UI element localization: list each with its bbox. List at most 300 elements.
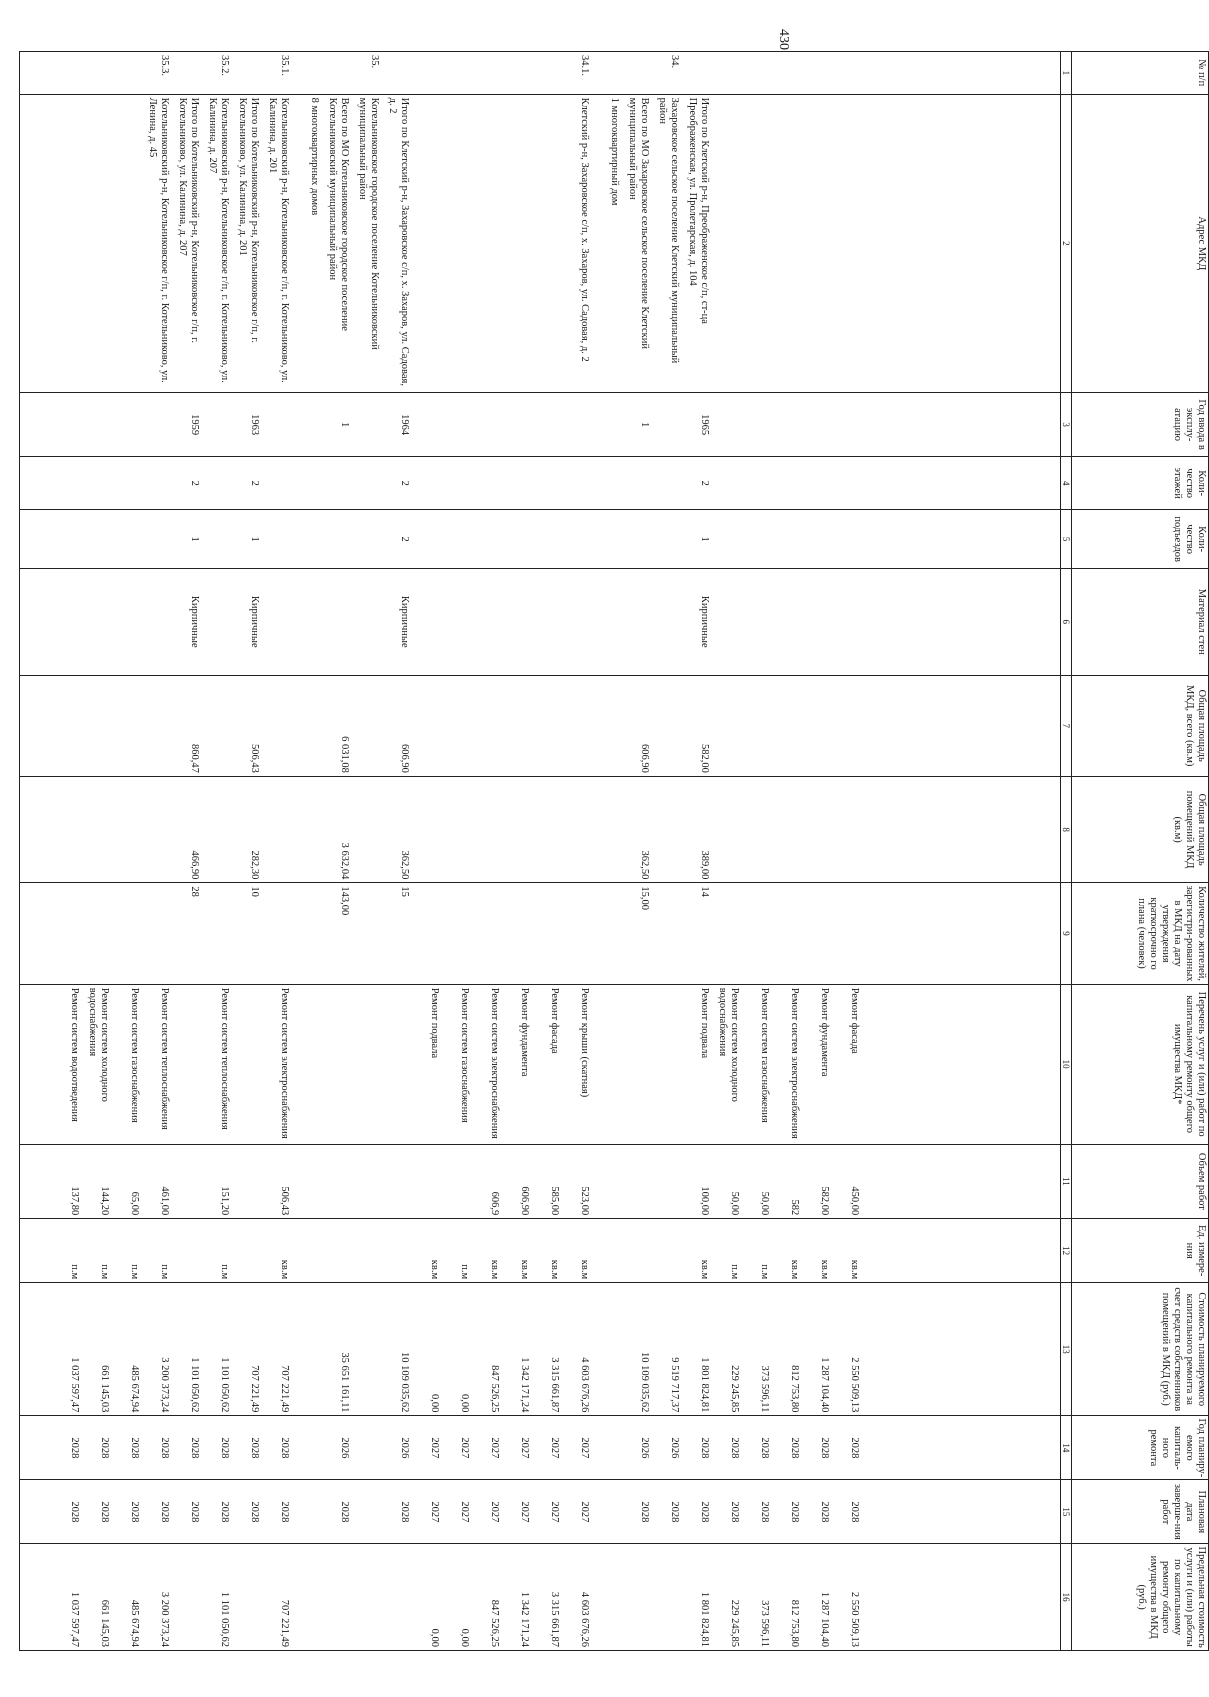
cell-line (770, 393, 800, 456)
cell-line: 707 221,49 (279, 1599, 290, 1647)
cell-line (740, 777, 770, 883)
cell-line: п.м (69, 1264, 80, 1280)
cell-line (830, 52, 860, 94)
cell-line: кв.м (279, 1259, 290, 1280)
cell-line (320, 457, 350, 509)
cell-line: 3 200 373,24 (159, 1591, 170, 1647)
cell-line: 2028 (249, 1437, 260, 1459)
cell-line (410, 569, 440, 675)
cell-line (800, 95, 830, 392)
cell-line (20, 95, 50, 392)
cell-line: 2028 (699, 1437, 710, 1459)
cell-line: 1 037 597,47 (69, 1591, 80, 1647)
cell-line (650, 457, 680, 509)
cell-line: 2028 (279, 1501, 290, 1523)
cell-line (410, 676, 440, 776)
cell-line (770, 510, 800, 568)
column-number: 7 (1061, 675, 1072, 776)
cell-line (770, 777, 800, 883)
cell-line (710, 883, 740, 983)
cell-line: 0,00 (459, 1628, 470, 1647)
cell-line (410, 777, 440, 883)
cell-line: Ремонт систем холодного водоснабжения (717, 987, 740, 1102)
table-cell (20, 1480, 1061, 1544)
cell-line (140, 883, 170, 983)
cell-line (650, 569, 680, 675)
cell-line (140, 510, 170, 568)
cell-line: 137,80 (69, 1186, 80, 1216)
cell-line (230, 1544, 260, 1650)
cell-line: 28 (189, 886, 200, 897)
cell-line (530, 393, 560, 456)
cell-line: 2026 (399, 1437, 410, 1459)
cell-line (530, 52, 560, 94)
cell-line (410, 1145, 440, 1219)
cell-line: 2 (699, 480, 710, 486)
cell-line: 860,47 (189, 743, 200, 773)
cell-line (20, 1544, 50, 1650)
cell-line (350, 1544, 380, 1650)
cell-line: кв.м (429, 1259, 440, 1280)
cell-line (20, 676, 50, 776)
cell-line: 506,43 (279, 1186, 290, 1216)
cell-line: 847 526,25 (489, 1365, 500, 1413)
cell-line (590, 1145, 620, 1219)
cell-line: Котельниковский р-н, Котельниковское г/п, г. Котельниково, ул. Калинина, д. 201 (267, 97, 290, 383)
cell-line (830, 676, 860, 776)
column-number: 13 (1061, 1283, 1072, 1416)
cell-line (470, 510, 500, 568)
cell-line: 2 (399, 480, 410, 486)
cell-line (470, 883, 500, 983)
cell-line (50, 95, 80, 392)
cell-line (260, 883, 290, 983)
cell-line: 606,90 (639, 743, 650, 773)
cell-line (110, 569, 140, 675)
cell-line: 2027 (579, 1501, 590, 1523)
rotated-page (69, 29, 1209, 1651)
cell-line: 15 (399, 886, 410, 897)
cell-line (320, 1145, 350, 1219)
cell-line: 847 526,25 (489, 1599, 500, 1647)
cell-line: Итого по Клетский р-н, Преображенское с/п, ст-ца Преображенская, ул. Пролетарская, д. 104 (687, 97, 710, 324)
cell-line (260, 569, 290, 675)
cell-line (800, 676, 830, 776)
cell-line (290, 457, 320, 509)
cell-line (170, 1145, 200, 1219)
cell-line (740, 95, 770, 392)
table-cell (20, 1219, 1061, 1283)
cell-line (20, 457, 50, 509)
cell-line (650, 1219, 680, 1282)
cell-line (650, 393, 680, 456)
cell-line: 707 221,49 (249, 1365, 260, 1413)
cell-line (590, 1283, 620, 1415)
cell-line: Котельниковский р-н, Котельниковское г/п, г. Котельниково, ул. Ленина, д. 45 (147, 97, 170, 383)
cell-line: 362,50 (639, 850, 650, 880)
cell-line (50, 569, 80, 675)
cell-line (800, 569, 830, 675)
cell-line (290, 985, 320, 1144)
cell-line (770, 95, 800, 392)
cell-line: 2027 (519, 1437, 530, 1459)
header-cell: Предельная стоимость услуги и (или) работы по капитальному ремонту общего имущества в МКД (руб.) (1072, 1544, 1209, 1651)
cell-line (590, 1416, 620, 1479)
cell-line (20, 1480, 50, 1543)
cell-line: 2027 (459, 1501, 470, 1523)
cell-line (500, 457, 530, 509)
cell-line (590, 985, 620, 1144)
cell-line: 1 037 597,47 (69, 1357, 80, 1413)
cell-line (650, 985, 680, 1144)
cell-line: 466,90 (189, 850, 200, 880)
cell-line (800, 510, 830, 568)
cell-line (80, 95, 110, 392)
cell-line: 2028 (189, 1437, 200, 1459)
header-cell: Общая площадь МКД, всего (кв.м) (1072, 675, 1209, 776)
cell-line: 1959 (189, 414, 200, 436)
cell-line (110, 676, 140, 776)
cell-line: 2028 (129, 1437, 140, 1459)
cell-line (110, 883, 140, 983)
cell-line (440, 883, 470, 983)
cell-line (530, 777, 560, 883)
cell-line (590, 510, 620, 568)
cell-line: 8 многоквартирных домов (309, 97, 320, 216)
cell-line (830, 457, 860, 509)
cell-line (80, 569, 110, 675)
cell-line: Захаровское сельское поселение Клетский муниципальный район (657, 97, 680, 364)
cell-line: 2026 (639, 1437, 650, 1459)
table-cell (20, 393, 1061, 457)
cell-line (140, 457, 170, 509)
cell-line: 506,43 (249, 743, 260, 773)
cell-line (650, 1544, 680, 1650)
cell-line (830, 569, 860, 675)
cell-line: 523,00 (579, 1186, 590, 1216)
cell-line: 10 (249, 886, 260, 897)
cell-line (170, 52, 200, 94)
cell-line (110, 510, 140, 568)
cell-line (440, 777, 470, 883)
cell-line: 151,20 (219, 1186, 230, 1216)
cell-line (140, 569, 170, 675)
cell-line (650, 1145, 680, 1219)
cell-line: Котельниковское городское поселение Котельниковский муниципальный район (357, 97, 380, 350)
cell-line: кв.м (489, 1259, 500, 1280)
cell-line (650, 510, 680, 568)
cell-line: 0,00 (429, 1394, 440, 1413)
cell-line (410, 52, 440, 94)
cell-line: 661 145,03 (99, 1599, 110, 1647)
cell-line (710, 393, 740, 456)
cell-line: 34. (669, 55, 680, 69)
column-number-row (1061, 52, 1072, 1651)
cell-line (200, 569, 230, 675)
cell-line: 362,50 (399, 850, 410, 880)
cell-line: п.м (159, 1264, 170, 1280)
cell-line (290, 1416, 320, 1479)
cell-line (320, 510, 350, 568)
cell-line (20, 52, 50, 94)
cell-line: 2026 (339, 1437, 350, 1459)
cell-line (110, 457, 140, 509)
cell-line: 2026 (669, 1437, 680, 1459)
cell-line (710, 676, 740, 776)
cell-line (440, 393, 470, 456)
cell-line: 582,00 (699, 743, 710, 773)
cell-line: 1 (249, 536, 260, 542)
cell-line: 282,30 (249, 850, 260, 880)
cell-line (110, 777, 140, 883)
cell-line: Ремонт фасада (549, 987, 560, 1054)
cell-line (260, 393, 290, 456)
cell-line (20, 1219, 50, 1282)
table-cell (20, 675, 1061, 776)
header-cell: Количество жителей, зарегистри-рованных в МКД на дату утверждения краткосрочно го плана (человек) (1072, 883, 1209, 984)
cell-line (350, 569, 380, 675)
cell-line: Котельниковский р-н, Котельниковское г/п, г. Котельниково, ул. Калинина, д. 207 (207, 97, 230, 383)
cell-line: 2028 (819, 1437, 830, 1459)
cell-line: 1964 (399, 414, 410, 436)
cell-line: 2028 (699, 1501, 710, 1523)
cell-line (710, 457, 740, 509)
cell-line (470, 52, 500, 94)
cell-line: Ремонт систем электроснабжения (489, 987, 500, 1139)
cell-line (740, 393, 770, 456)
cell-line (200, 676, 230, 776)
cell-line (410, 510, 440, 568)
cell-line (290, 1145, 320, 1219)
cell-line: 2028 (729, 1437, 740, 1459)
column-number: 14 (1061, 1416, 1072, 1480)
cell-line (290, 52, 320, 94)
cell-line: 15,00 (639, 886, 650, 911)
header-cell: Коли-чество подъездов (1072, 510, 1209, 569)
cell-line (320, 52, 350, 94)
cell-line (320, 1544, 350, 1650)
cell-line: 35.3. (159, 55, 170, 76)
cell-line (140, 777, 170, 883)
cell-line: кв.м (519, 1259, 530, 1280)
cell-line: 143,00 (339, 886, 350, 916)
cell-line (500, 52, 530, 94)
cell-line (50, 883, 80, 983)
cell-line (620, 1145, 650, 1219)
cell-line: 14 (699, 886, 710, 897)
cell-line (290, 569, 320, 675)
cell-line: 2028 (759, 1501, 770, 1523)
cell-line: кв.м (699, 1259, 710, 1280)
cell-line (830, 510, 860, 568)
cell-line: п.м (219, 1264, 230, 1280)
cell-line: 2028 (99, 1501, 110, 1523)
cell-line: Итого по Котельниковский р-н, Котельниковское г/п, г. Котельниково, ул. Калинина, д. 201 (237, 97, 260, 343)
header-cell: Стоимость планируемого капитального ремонта за счет средств собственников помещений в МКД (руб.) (1072, 1283, 1209, 1416)
cell-line: 1963 (249, 414, 260, 436)
cell-line (620, 52, 650, 94)
table-cell (20, 94, 1061, 392)
cell-line (650, 777, 680, 883)
cell-line: 1 (189, 536, 200, 542)
cell-line (500, 777, 530, 883)
cell-line: 389,00 (699, 850, 710, 880)
cell-line (80, 52, 110, 94)
cell-line (530, 95, 560, 392)
column-number: 8 (1061, 776, 1072, 883)
cell-line (410, 393, 440, 456)
cell-line: 2027 (549, 1437, 560, 1459)
cell-line (440, 676, 470, 776)
cell-line: Кирпичные (249, 595, 260, 648)
cell-line (500, 883, 530, 983)
cell-line (740, 52, 770, 94)
cell-line (830, 777, 860, 883)
cell-line: 2028 (189, 1501, 200, 1523)
cell-line (290, 883, 320, 983)
cell-line: 1 (639, 421, 650, 428)
cell-line (410, 883, 440, 983)
cell-line: 2028 (819, 1501, 830, 1523)
cell-line (230, 985, 260, 1144)
cell-line (20, 569, 50, 675)
cell-line (380, 1544, 410, 1650)
cell-line: 3 200 373,24 (159, 1357, 170, 1413)
cell-line: Ремонт фундамента (519, 987, 530, 1077)
cell-line (590, 676, 620, 776)
cell-line (620, 569, 650, 675)
cell-line (470, 777, 500, 883)
cell-line (80, 777, 110, 883)
cell-line (440, 1145, 470, 1219)
cell-line: 50,00 (729, 1191, 740, 1216)
cell-line: 812 753,80 (789, 1365, 800, 1413)
cell-line (290, 1219, 320, 1282)
cell-line: кв.м (789, 1259, 800, 1280)
cell-line (20, 393, 50, 456)
cell-line: 2028 (639, 1501, 650, 1523)
cell-line: 35 651 161,11 (339, 1352, 350, 1413)
cell-line: Ремонт подвала (429, 987, 440, 1059)
cell-line (560, 393, 590, 456)
cell-line (200, 510, 230, 568)
header-cell: Перечень услуг и (или) работ по капитальному ремонту общего имущества МКД* (1072, 984, 1209, 1144)
cell-line: 3 315 661,87 (549, 1357, 560, 1413)
cell-line: кв.м (579, 1259, 590, 1280)
cell-line (410, 95, 440, 392)
column-number: 5 (1061, 510, 1072, 569)
header-cell: Общая площадь помещений МКД (кв.м) (1072, 776, 1209, 883)
cell-line: 229 245,85 (729, 1599, 740, 1647)
cell-line (110, 95, 140, 392)
cell-line: 1 801 824,81 (699, 1591, 710, 1647)
cell-line (590, 393, 620, 456)
cell-line (320, 1219, 350, 1282)
cell-line (620, 1544, 650, 1650)
cell-line (200, 883, 230, 983)
cell-line: 606,90 (519, 1186, 530, 1216)
cell-line (590, 1219, 620, 1282)
cell-line: 1 287 104,40 (819, 1357, 830, 1413)
cell-line (140, 393, 170, 456)
cell-line (110, 52, 140, 94)
cell-line: 2027 (519, 1501, 530, 1523)
cell-line (290, 393, 320, 456)
cell-line: 2028 (69, 1437, 80, 1459)
cell-line: 2028 (219, 1437, 230, 1459)
column-number: 12 (1061, 1219, 1072, 1283)
cell-line: 2028 (849, 1501, 860, 1523)
cell-line (380, 1219, 410, 1282)
cell-line: 661 145,03 (99, 1365, 110, 1413)
cell-line: 585,00 (549, 1186, 560, 1216)
cell-line (350, 985, 380, 1144)
table-cell (20, 510, 1061, 569)
cell-line (20, 510, 50, 568)
cell-line (80, 510, 110, 568)
cell-line (590, 1544, 620, 1650)
cell-line (350, 1145, 380, 1219)
cell-line (170, 985, 200, 1144)
cell-line: 2028 (69, 1501, 80, 1523)
cell-line: 0,00 (459, 1394, 470, 1413)
cell-line (800, 457, 830, 509)
cell-line (50, 777, 80, 883)
cell-line (470, 95, 500, 392)
cell-line (350, 676, 380, 776)
cell-line (320, 569, 350, 675)
cell-line (80, 676, 110, 776)
cell-line (530, 510, 560, 568)
cell-line (200, 777, 230, 883)
cell-line: 1 287 104,40 (819, 1591, 830, 1647)
cell-line: Ремонт фасада (849, 987, 860, 1054)
cell-line: 606,90 (399, 743, 410, 773)
cell-line (500, 510, 530, 568)
cell-line (50, 393, 80, 456)
cell-line (230, 52, 260, 94)
cell-line (590, 883, 620, 983)
cell-line: Ремонт фундамента (819, 987, 830, 1077)
cell-line (350, 457, 380, 509)
cell-line (770, 676, 800, 776)
header-row (1072, 52, 1209, 1651)
cell-line (110, 393, 140, 456)
cell-line: 1 (699, 536, 710, 542)
cell-line (770, 569, 800, 675)
cell-line: 229 245,85 (729, 1365, 740, 1413)
cell-line (170, 1544, 200, 1650)
cell-line (470, 569, 500, 675)
cell-line: Ремонт систем газоснабжения (759, 987, 770, 1123)
cell-line (20, 1145, 50, 1219)
cell-line: 2 (189, 480, 200, 486)
cell-line (290, 777, 320, 883)
table-cell (20, 984, 1061, 1144)
cell-line: 2028 (669, 1501, 680, 1523)
repair-plan-table (19, 51, 1209, 1651)
cell-line: 2028 (849, 1437, 860, 1459)
cell-line: 2027 (429, 1437, 440, 1459)
table-cell (20, 1544, 1061, 1651)
cell-line (800, 52, 830, 94)
cell-line (440, 457, 470, 509)
cell-line (440, 52, 470, 94)
cell-line: Ремонт подвала (699, 987, 710, 1059)
header-cell: Адрес МКД (1072, 94, 1209, 392)
cell-line (260, 457, 290, 509)
cell-line: 144,20 (99, 1186, 110, 1216)
